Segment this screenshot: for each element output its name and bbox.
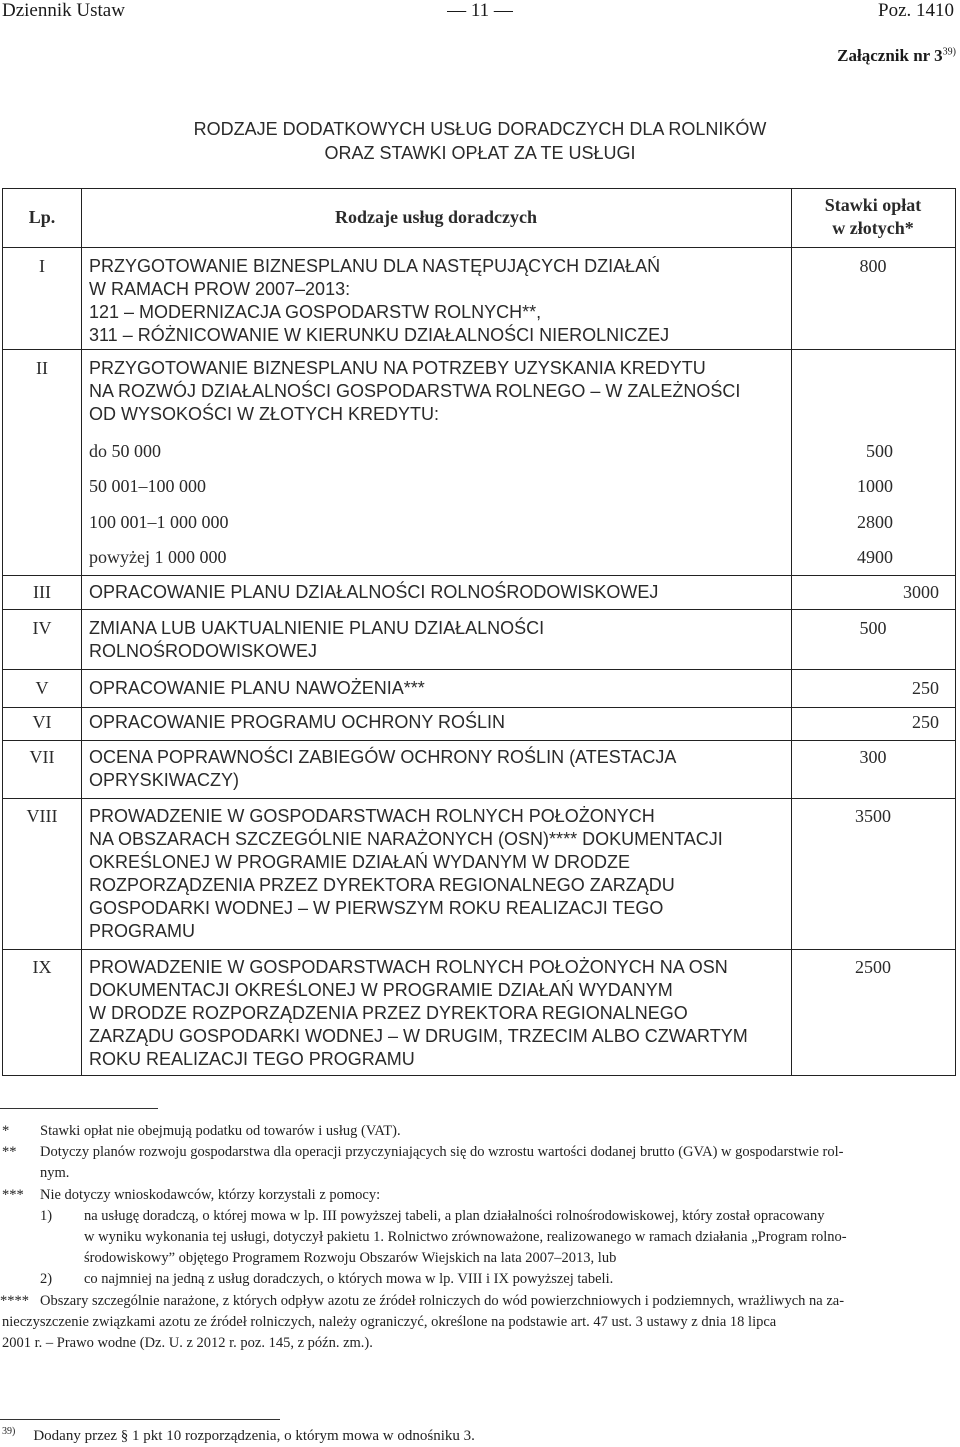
subrow-rate: 2800	[857, 512, 893, 532]
row-rate: 3500	[855, 806, 891, 826]
subrow	[89, 475, 893, 498]
subrow	[89, 440, 893, 463]
header-divider	[3, 247, 955, 248]
row-lp: VII	[29, 747, 55, 767]
row-rate: 3000	[903, 582, 939, 602]
row-service: OCENA POPRAWNOŚCI ZABIEGÓW OCHRONY ROŚLIN (ATESTACJA OPRYSKIWACZY)	[89, 747, 677, 790]
subrow-range: do 50 000	[89, 441, 161, 461]
row-divider	[3, 349, 955, 350]
footnote-mark: 39)	[2, 1426, 16, 1437]
row-lp: V	[35, 678, 49, 698]
annex-label: Załącznik nr 3$^{39)}$	[837, 46, 956, 65]
footnote-separator	[0, 1419, 280, 1420]
document-title	[0, 117, 960, 165]
footnote-vat: * Stawki opłat nie obejmują podatku od towarów i usług (VAT).	[0, 1121, 958, 1142]
title-line-2: ORAZ STAWKI OPŁAT ZA TE USŁUGI	[324, 143, 636, 163]
header-rates: Stawki opłat w złotych*	[824, 195, 922, 238]
column-divider	[81, 189, 82, 1075]
row-service: PRZYGOTOWANIE BIZNESPLANU NA POTRZEBY UZYSKANIA KREDYTU NA ROZWÓJ DZIAŁALNOŚCI GOSPODARSTWA ROLNEGO – W ZALEŻNOŚCI OD WYSOKOŚCI W ZŁOTYCH KREDYTU:	[89, 358, 741, 424]
header-services: Rodzaje usług doradczych	[335, 207, 537, 227]
title-line-1: RODZAJE DODATKOWYCH USŁUG DORADCZYCH DLA ROLNIKÓW	[193, 119, 767, 139]
subrow-rate: 4900	[857, 547, 893, 567]
footnote-item: 1) na usługę doradczą, o której mowa w lp. III powyższej tabeli, a plan działalności rolnośrodowiskowej, który został opracowany w wyniku wykonania tej usługi, dotyczył pakietu 1. Rolnictwo zrównoważone, realizowanego w ramach działania „Program rolno- środowiskowy” objętego Programem Rozwoju Obszarów Wiejskich na lata 2007–2013, lub	[40, 1208, 847, 1266]
row-service: OPRACOWANIE PLANU NAWOŻENIA***	[89, 678, 425, 698]
footnote-exclusions: *** Nie dotyczy wnioskodawców, którzy korzystali z pomocy: 1) na usługę doradczą, o której mowa w lp. III powyższej tabeli, a plan działalności rolnośrodowiskowej, który został opracowany w wyniku wykonania tej usługi, dotyczył pakietu 1. Rolnictwo zrównoważone, realizowanego w ramach działania „Program rolno- środowiskowy” objętego Programem Rozwoju Obszarów Wiejskich na lata 2007–2013, lub 2) co najmniej na jedną z usług doradczych, o których mowa w lp. VIII i IX powyższej tabeli.	[0, 1185, 958, 1290]
row-service: OPRACOWANIE PROGRAMU OCHRONY ROŚLIN	[89, 712, 506, 732]
page-header	[0, 0, 960, 22]
row-divider	[3, 575, 955, 576]
subrow	[89, 511, 893, 534]
row-rate: 250	[912, 678, 939, 698]
footnote-osn: **** Obszary szczególnie narażone, z których odpływ azotu ze źródeł rolniczych do wód powierzchniowych i podziemnych, wrażliwych na za- nieczyszczenie związkami azotu ze źródeł rolniczych, należy ograniczyć, określone na podstawie art. 47 ust. 3 ustawy z dnia 18 lipca 2001 r. – Prawo wodne (Dz. U. z 2012 r. poz. 145, z późn. zm.).	[0, 1293, 845, 1351]
footnote-mark: *	[2, 1123, 10, 1139]
row-lp: VI	[32, 712, 52, 732]
row-service: OPRACOWANIE PLANU DZIAŁALNOŚCI ROLNOŚRODOWISKOWEJ	[89, 582, 659, 602]
footnote-gva: ** Dotyczy planów rozwoju gospodarstwa dla operacji przyczyniających się do wzrostu wartości dodanej brutto (GVA) w gospodarstwie rol- nym.	[2, 1144, 844, 1181]
position-number: Poz. 1410	[878, 0, 954, 21]
row-lp: III	[33, 582, 51, 602]
footnote-item: 2) co najmniej na jedną z usług doradczych, o których mowa w lp. VIII i IX powyższej tabeli.	[40, 1271, 614, 1287]
subrow-range: 50 001–100 000	[89, 476, 206, 496]
footnote-mark: **	[2, 1144, 17, 1160]
row-divider	[3, 669, 955, 670]
subrow-rate: 1000	[857, 476, 893, 496]
footnote-separator	[0, 1108, 158, 1109]
row-divider	[3, 798, 955, 799]
row-rate: 800	[859, 256, 887, 276]
row-lp: II	[36, 358, 48, 378]
row-divider	[3, 609, 955, 610]
row-lp: IX	[32, 957, 52, 977]
row-rate: 300	[859, 747, 887, 767]
row-lp: I	[39, 256, 45, 276]
subrow-range: powyżej 1 000 000	[89, 547, 227, 567]
row-rate: 2500	[855, 957, 891, 977]
row-divider	[3, 707, 955, 708]
services-table	[2, 188, 956, 1076]
row-lp: VIII	[26, 806, 58, 826]
footnote-mark: ***	[2, 1187, 24, 1203]
row-divider	[3, 949, 955, 950]
header-lp: Lp.	[28, 207, 56, 227]
row-service: PROWADZENIE W GOSPODARSTWACH ROLNYCH POŁOŻONYCH NA OSN DOKUMENTACJI OKREŚLONEJ W PROGRAMIE DZIAŁAŃ WYDANYM W DRODZE ROZPORZĄDZENIA PRZEZ DYREKTORA REGIONALNEGO ZARZĄDU GOSPODARKI WODNEJ – W DRUGIM, TRZECIM ALBO CZWARTYM ROKU REALIZACJI TEGO PROGRAMU	[89, 957, 748, 1069]
journal-name: Dziennik Ustaw	[2, 0, 125, 21]
row-lp: IV	[32, 618, 52, 638]
annex-note-ref[interactable]: 39)	[942, 46, 956, 58]
footnote-mark: ****	[0, 1293, 29, 1309]
row-service: PROWADZENIE W GOSPODARSTWACH ROLNYCH POŁOŻONYCH NA OBSZARACH SZCZEGÓLNIE NARAŻONYCH (OSN)**** DOKUMENTACJI OKREŚLONEJ W PROGRAMIE DZIAŁAŃ WYDANYM W DRODZE ROZPORZĄDZENIA PRZEZ DYREKTORA REGIONALNEGO ZARZĄDU GOSPODARKI WODNEJ – W PIERWSZYM ROKU REALIZACJI TEGO PROGRAMU	[89, 806, 723, 941]
footnote-39: $^{39)}$ Dodany przez § 1 pkt 10 rozporządzenia, o którym mowa w odnośniku 3.	[2, 1426, 475, 1444]
row-service: ZMIANA LUB UAKTUALNIENIE PLANU DZIAŁALNOŚCI ROLNOŚRODOWISKOWEJ	[89, 618, 545, 661]
page-number: — 11 —	[447, 0, 513, 21]
row-rate: 500	[859, 618, 887, 638]
subrow	[89, 546, 893, 569]
subrow-range: 100 001–1 000 000	[89, 512, 229, 532]
row-service: PRZYGOTOWANIE BIZNESPLANU DLA NASTĘPUJĄCYCH DZIAŁAŃ W RAMACH PROW 2007–2013: 121 – MODERNIZACJA GOSPODARSTW ROLNYCH**, 311 – RÓŻNICOWANIE W KIERUNKU DZIAŁALNOŚCI NIEROLNICZEJ	[89, 256, 670, 345]
subrow-rate: 500	[866, 441, 893, 461]
row-divider	[3, 740, 955, 741]
row-rate: 250	[912, 712, 939, 732]
